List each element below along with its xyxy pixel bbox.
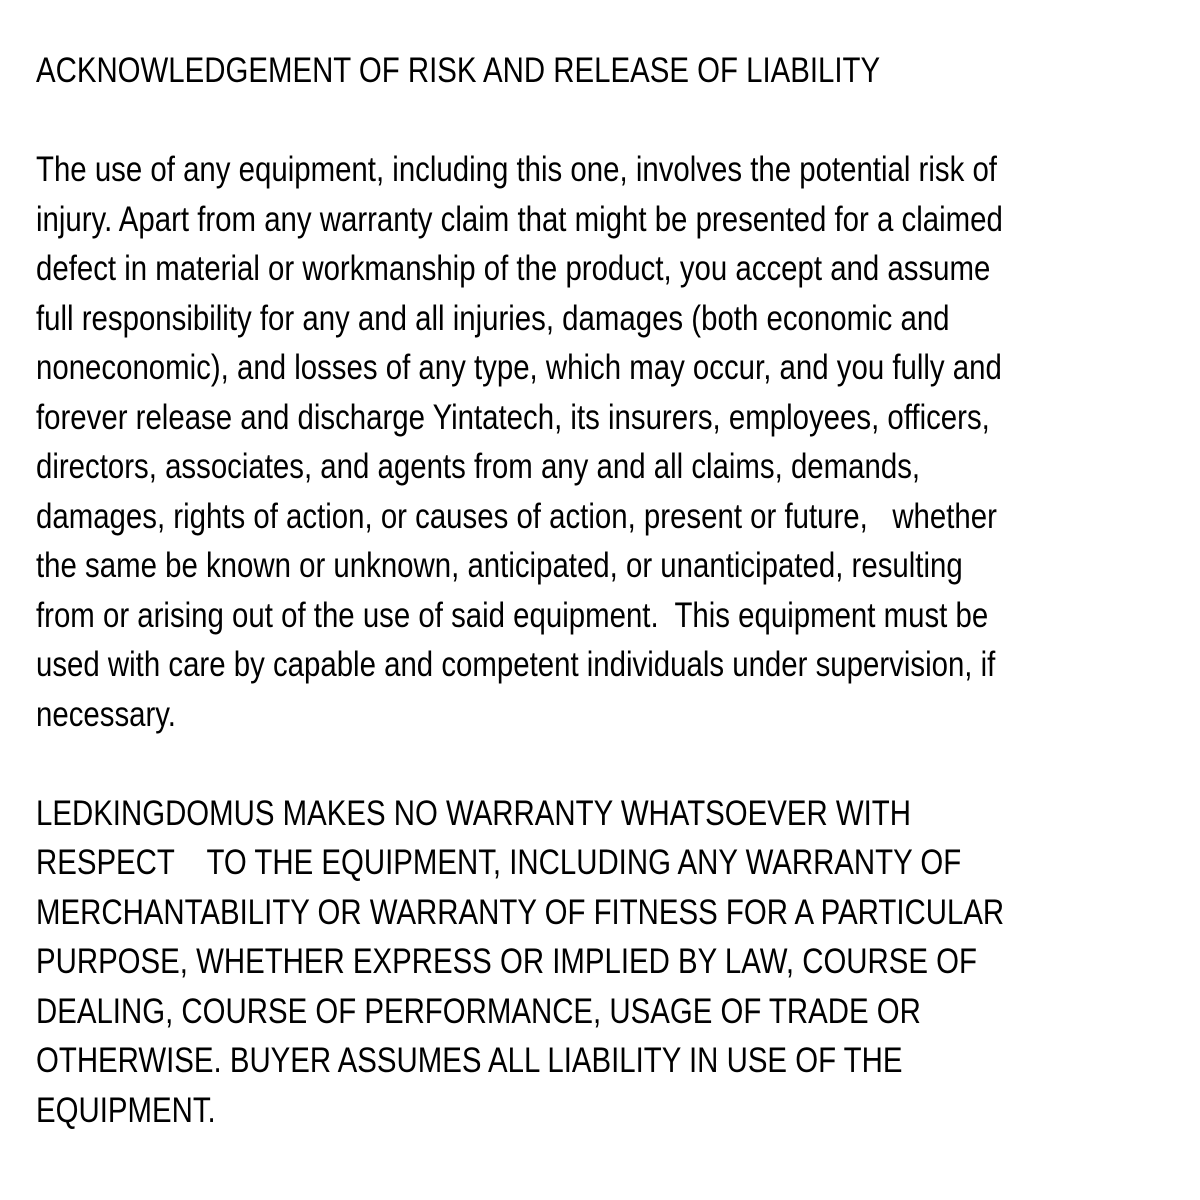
text-line: full responsibility for any and all injuries, damages (both economic and	[36, 298, 950, 338]
text-line: damages, rights of action, or causes of action, present or future, whether	[36, 496, 997, 536]
text-line: MERCHANTABILITY OR WARRANTY OF FITNESS FOR A PARTICULAR	[36, 892, 1005, 932]
text-line: from or arising out of the use of said equipment. This equipment must be	[36, 595, 989, 635]
text-line: injury. Apart from any warranty claim that might be presented for a claimed	[36, 199, 1003, 239]
document-title: ACKNOWLEDGEMENT OF RISK AND RELEASE OF LIABILITY	[36, 51, 881, 90]
text-line: DEALING, COURSE OF PERFORMANCE, USAGE OF TRADE OR	[36, 991, 921, 1031]
text-line: OTHERWISE. BUYER ASSUMES ALL LIABILITY IN USE OF THE	[36, 1041, 903, 1080]
text-line: used with care by capable and competent individuals under supervision, if	[36, 645, 996, 684]
paragraph-risk-release	[36, 145, 1200, 739]
text-line: the same be known or unknown, anticipated, or unanticipated, resulting	[36, 546, 963, 585]
text-line: PURPOSE, WHETHER EXPRESS OR IMPLIED BY LAW, COURSE OF	[36, 942, 977, 981]
paragraph-spacer	[36, 739, 1200, 789]
text-line: necessary.	[36, 694, 176, 734]
text-line: The use of any equipment, including this one, involves the potential risk of	[36, 150, 997, 189]
text-line: EQUIPMENT.	[36, 1090, 216, 1130]
text-line: defect in material or workmanship of the product, you accept and assume	[36, 249, 991, 288]
text-line: noneconomic), and losses of any type, which may occur, and you fully and	[36, 348, 1002, 387]
text-line: directors, associates, and agents from any and all claims, demands,	[36, 447, 921, 486]
paragraph-spacer	[36, 96, 1200, 146]
text-line: LEDKINGDOMUS MAKES NO WARRANTY WHATSOEVER WITH	[36, 793, 912, 833]
text-line: forever release and discharge Yintatech, its insurers, employees, officers,	[36, 397, 990, 437]
text-line: RESPECT TO THE EQUIPMENT, INCLUDING ANY WARRANTY OF	[36, 843, 962, 882]
paragraph-no-warranty	[36, 789, 1200, 1136]
